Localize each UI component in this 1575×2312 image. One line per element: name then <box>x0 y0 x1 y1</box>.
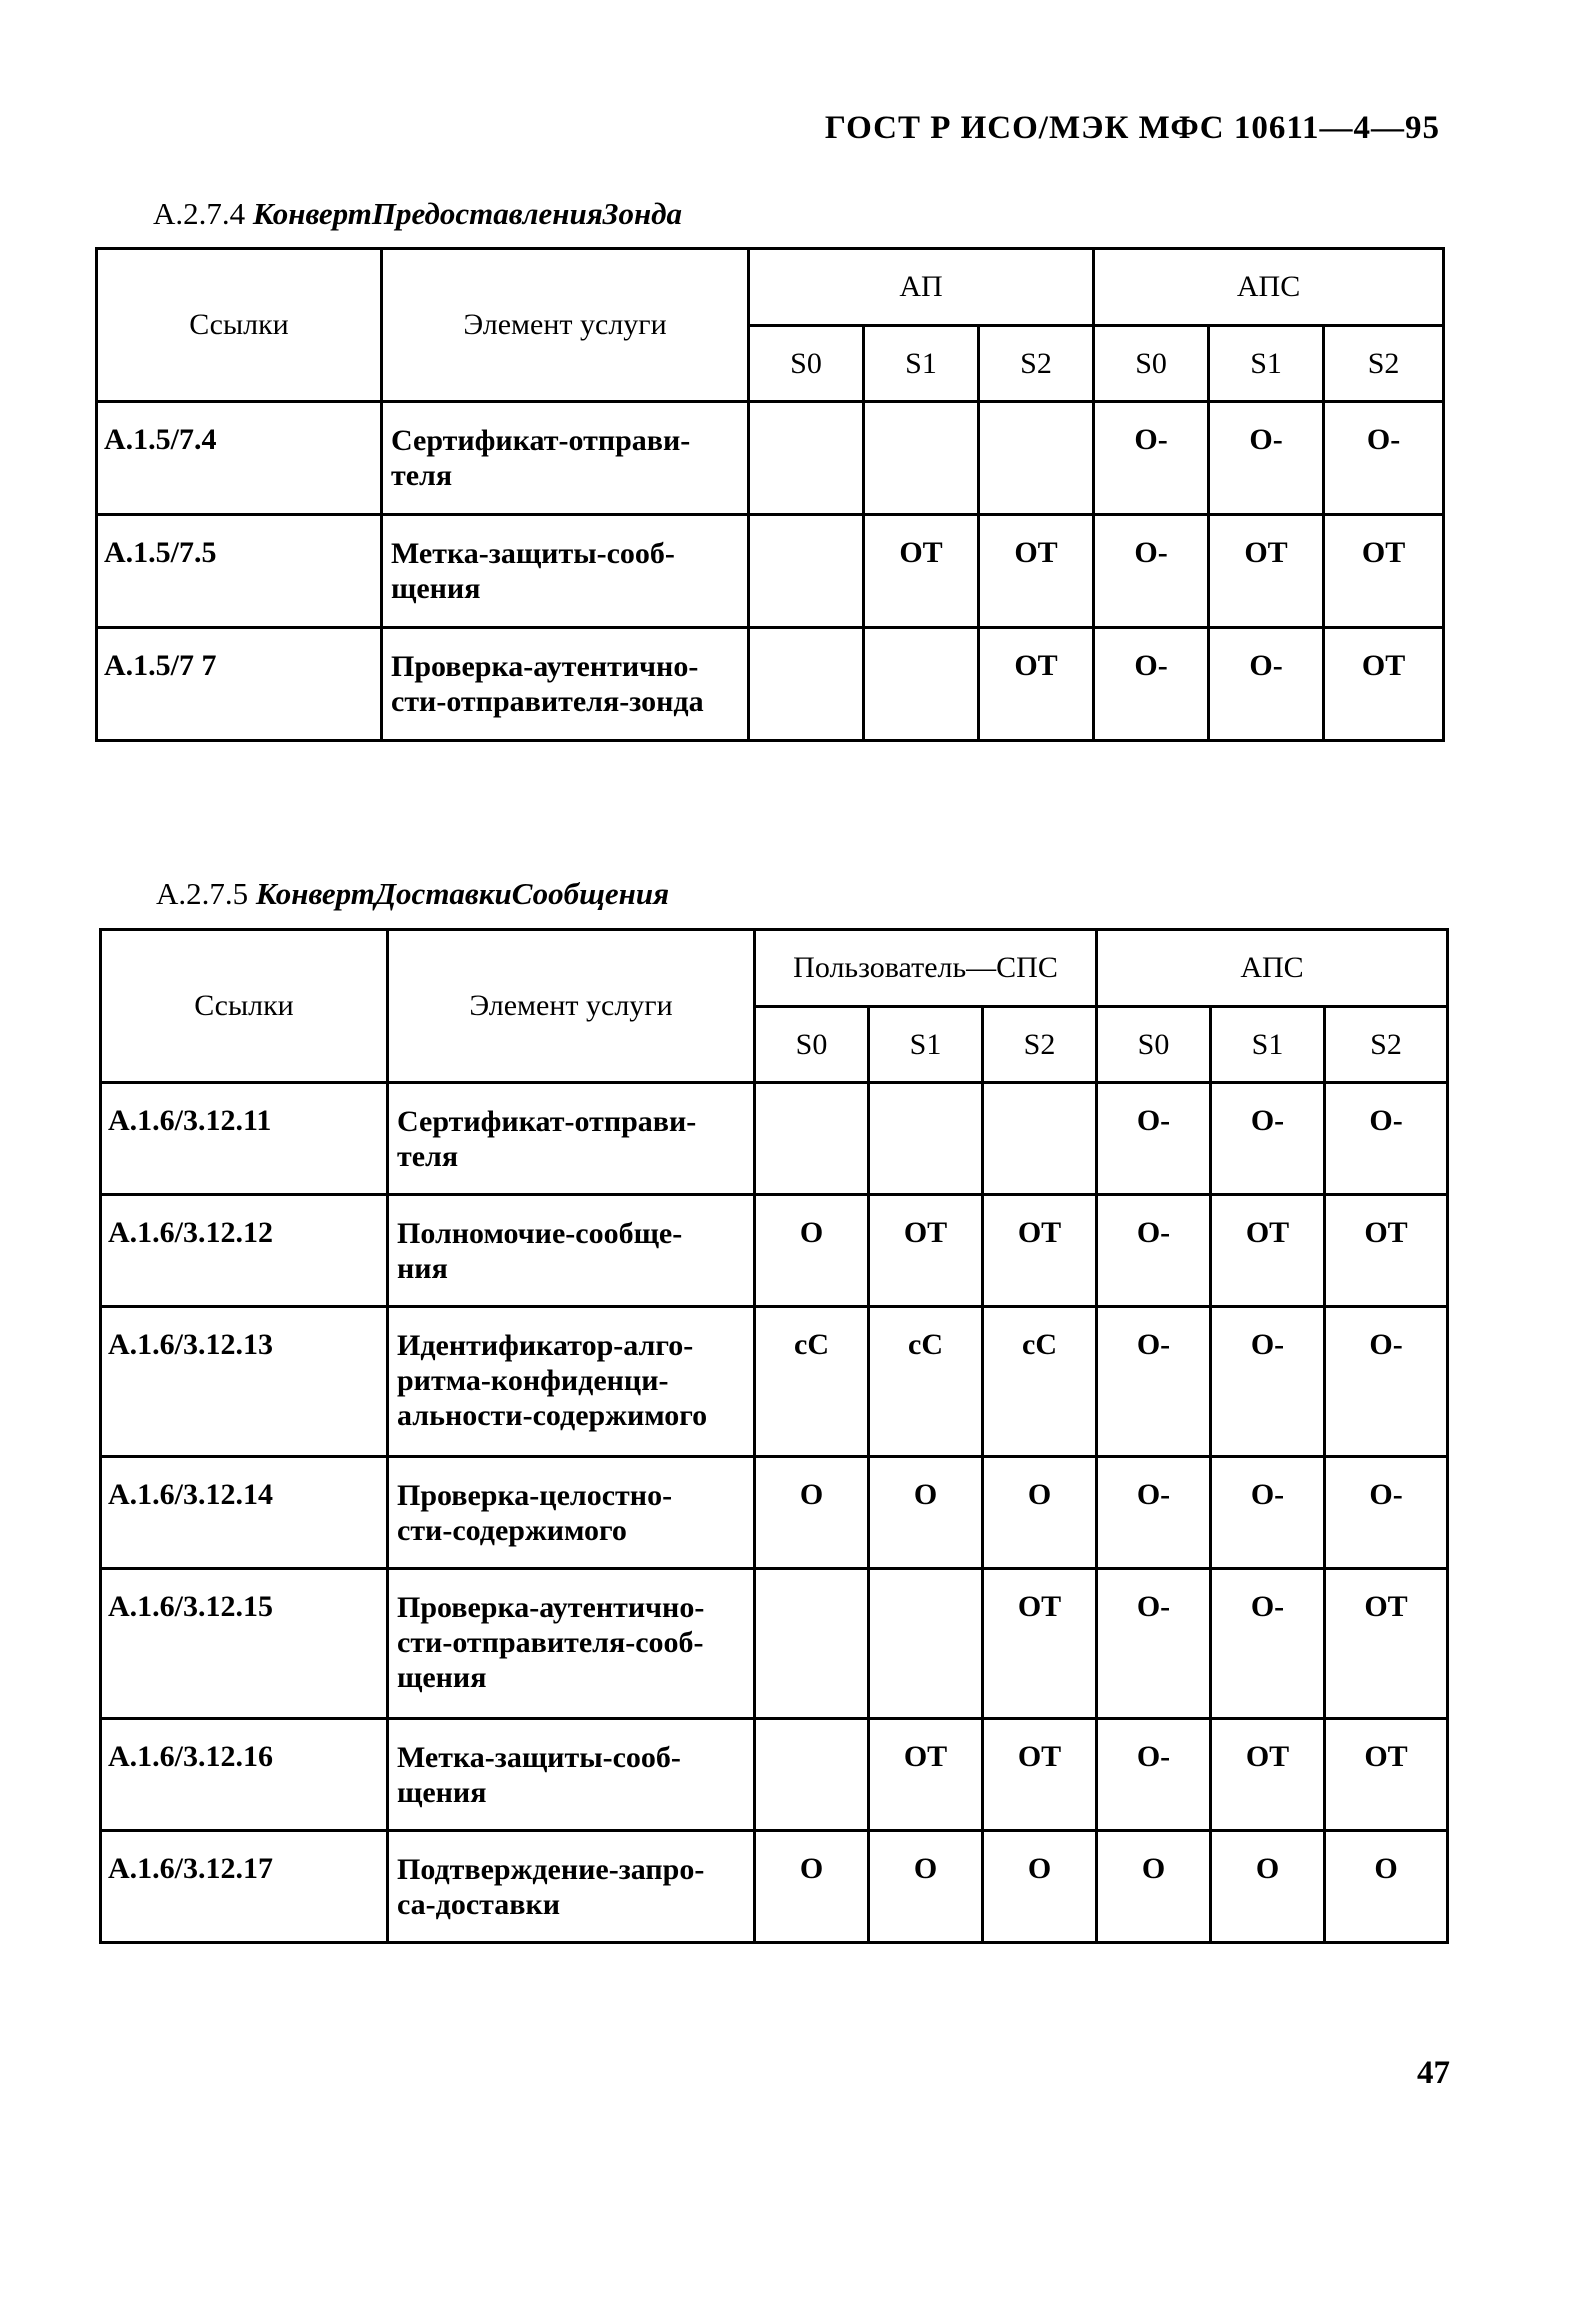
subheader-s0: S0 <box>1094 326 1209 402</box>
value-cell <box>869 1569 983 1719</box>
ref-cell: А.1.6/3.12.17 <box>101 1831 388 1943</box>
value-cell: сС <box>755 1307 869 1457</box>
value-cell: О- <box>1211 1307 1325 1457</box>
element-line: Проверка-аутентично- <box>391 650 699 683</box>
subheader-s2: S2 <box>1325 1007 1448 1083</box>
value-cell: О- <box>1097 1083 1211 1195</box>
ref-cell: А.1.5/7.4 <box>97 402 382 515</box>
section2-rows <box>101 1083 1448 1943</box>
element-cell <box>388 1083 755 1195</box>
value-cell: сС <box>983 1307 1097 1457</box>
ref-cell: А.1.6/3.12.12 <box>101 1195 388 1307</box>
element-cell <box>388 1195 755 1307</box>
value-cell <box>755 1083 869 1195</box>
value-cell: ОТ <box>864 515 979 628</box>
table-row <box>101 1719 1448 1831</box>
element-line: ния <box>397 1252 448 1285</box>
element-cell <box>388 1569 755 1719</box>
table-row <box>101 1831 1448 1943</box>
table-row <box>97 515 1444 628</box>
value-cell: О- <box>1097 1719 1211 1831</box>
value-cell: О- <box>1094 628 1209 741</box>
element-line: Проверка-аутентично- <box>397 1591 705 1624</box>
value-cell <box>749 515 864 628</box>
value-cell: О <box>1097 1831 1211 1943</box>
section1-table <box>95 247 1445 742</box>
subheader-s1: S1 <box>869 1007 983 1083</box>
value-cell <box>983 1083 1097 1195</box>
subheader-s1: S1 <box>1209 326 1324 402</box>
subheader-s2: S2 <box>979 326 1094 402</box>
ref-cell: А.1.6/3.12.13 <box>101 1307 388 1457</box>
value-cell <box>755 1719 869 1831</box>
value-cell <box>864 628 979 741</box>
section1-title: КонвертПредоставленияЗонда <box>252 196 683 231</box>
ref-cell: А.1.5/7 7 <box>97 628 382 741</box>
value-cell: ОТ <box>869 1719 983 1831</box>
element-line: щения <box>397 1776 487 1809</box>
element-cell <box>382 628 749 741</box>
value-cell: О <box>983 1831 1097 1943</box>
value-cell: ОТ <box>983 1195 1097 1307</box>
page-number: 47 <box>1417 2055 1450 2091</box>
element-line: щения <box>397 1661 487 1694</box>
element-line: Идентификатор-алго- <box>397 1329 694 1362</box>
header-element: Элемент услуги <box>388 930 755 1083</box>
value-cell: ОТ <box>1325 1195 1448 1307</box>
value-cell: ОТ <box>983 1569 1097 1719</box>
value-cell: ОТ <box>979 515 1094 628</box>
value-cell <box>869 1083 983 1195</box>
value-cell <box>749 402 864 515</box>
value-cell: О <box>869 1457 983 1569</box>
element-line: Сертификат-отправи- <box>397 1105 697 1138</box>
section2-number: А.2.7.5 <box>156 876 249 911</box>
value-cell: О- <box>1211 1569 1325 1719</box>
element-line: сти-отправителя-сооб- <box>397 1626 704 1659</box>
value-cell: ОТ <box>983 1719 1097 1831</box>
value-cell: О <box>869 1831 983 1943</box>
value-cell: О- <box>1094 402 1209 515</box>
value-cell: О- <box>1211 1457 1325 1569</box>
subheader-s2: S2 <box>1324 326 1444 402</box>
value-cell: О- <box>1324 402 1444 515</box>
section2-title: КонвертДоставкиСообщения <box>255 876 670 911</box>
element-line: Проверка-целостно- <box>397 1479 673 1512</box>
section1-rows <box>97 402 1444 741</box>
header-group-ap: АП <box>749 249 1094 326</box>
value-cell: О- <box>1211 1083 1325 1195</box>
value-cell: ОТ <box>1211 1719 1325 1831</box>
ref-cell: А.1.6/3.12.16 <box>101 1719 388 1831</box>
element-line: Подтверждение-запро- <box>397 1853 705 1886</box>
subheader-s1: S1 <box>864 326 979 402</box>
value-cell <box>755 1569 869 1719</box>
element-cell <box>388 1719 755 1831</box>
element-line: ритма-конфиденци- <box>397 1364 669 1397</box>
value-cell: ОТ <box>869 1195 983 1307</box>
element-cell <box>382 402 749 515</box>
element-line: теля <box>391 459 453 492</box>
header-group-aps: АПС <box>1094 249 1444 326</box>
value-cell: О <box>755 1195 869 1307</box>
value-cell: ОТ <box>1325 1719 1448 1831</box>
element-line: теля <box>397 1140 459 1173</box>
value-cell: О <box>755 1831 869 1943</box>
value-cell: ОТ <box>1211 1195 1325 1307</box>
element-line: Метка-защиты-сооб- <box>397 1741 681 1774</box>
table-row <box>101 1457 1448 1569</box>
element-cell <box>382 515 749 628</box>
value-cell: О- <box>1325 1457 1448 1569</box>
table-row <box>101 1195 1448 1307</box>
subheader-s0: S0 <box>1097 1007 1211 1083</box>
element-line: Метка-защиты-сооб- <box>391 537 675 570</box>
value-cell: ОТ <box>1324 515 1444 628</box>
header-refs: Ссылки <box>97 249 382 402</box>
section2-table <box>99 928 1449 1944</box>
value-cell: О- <box>1094 515 1209 628</box>
element-line: альности-содержимого <box>397 1399 708 1432</box>
element-cell <box>388 1831 755 1943</box>
element-line: щения <box>391 572 481 605</box>
value-cell <box>864 402 979 515</box>
value-cell <box>749 628 864 741</box>
value-cell: О- <box>1325 1083 1448 1195</box>
table-row <box>97 402 1444 515</box>
table-row <box>97 628 1444 741</box>
value-cell: О- <box>1209 402 1324 515</box>
value-cell <box>979 402 1094 515</box>
header-element: Элемент услуги <box>382 249 749 402</box>
value-cell: О- <box>1097 1569 1211 1719</box>
value-cell: ОТ <box>1324 628 1444 741</box>
value-cell: О- <box>1325 1307 1448 1457</box>
value-cell: О <box>1325 1831 1448 1943</box>
element-line: Сертификат-отправи- <box>391 424 691 457</box>
element-cell <box>388 1457 755 1569</box>
table-row <box>101 1083 1448 1195</box>
subheader-s1: S1 <box>1211 1007 1325 1083</box>
header-group-aps: АПС <box>1097 930 1448 1007</box>
subheader-s0: S0 <box>749 326 864 402</box>
header-group-user-sps: Пользователь—СПС <box>755 930 1097 1007</box>
section2-caption <box>156 876 669 912</box>
value-cell: О- <box>1209 628 1324 741</box>
table-row <box>101 1569 1448 1719</box>
section1-number: А.2.7.4 <box>153 196 246 231</box>
ref-cell: А.1.6/3.12.15 <box>101 1569 388 1719</box>
value-cell: сС <box>869 1307 983 1457</box>
value-cell: О- <box>1097 1307 1211 1457</box>
table-row <box>101 1307 1448 1457</box>
ref-cell: А.1.5/7.5 <box>97 515 382 628</box>
value-cell: О <box>983 1457 1097 1569</box>
section1-caption <box>153 196 682 232</box>
ref-cell: А.1.6/3.12.11 <box>101 1083 388 1195</box>
value-cell: ОТ <box>979 628 1094 741</box>
value-cell: О <box>755 1457 869 1569</box>
value-cell: ОТ <box>1325 1569 1448 1719</box>
value-cell: О <box>1211 1831 1325 1943</box>
subheader-s2: S2 <box>983 1007 1097 1083</box>
ref-cell: А.1.6/3.12.14 <box>101 1457 388 1569</box>
subheader-s0: S0 <box>755 1007 869 1083</box>
value-cell: ОТ <box>1209 515 1324 628</box>
header-refs: Ссылки <box>101 930 388 1083</box>
element-cell <box>388 1307 755 1457</box>
element-line: са-доставки <box>397 1888 561 1921</box>
document-header: ГОСТ Р ИСО/МЭК МФС 10611—4—95 <box>824 110 1440 146</box>
element-line: Полномочие-сообще- <box>397 1217 683 1250</box>
element-line: сти-содержимого <box>397 1514 627 1547</box>
element-line: сти-отправителя-зонда <box>391 685 704 718</box>
value-cell: О- <box>1097 1195 1211 1307</box>
value-cell: О- <box>1097 1457 1211 1569</box>
